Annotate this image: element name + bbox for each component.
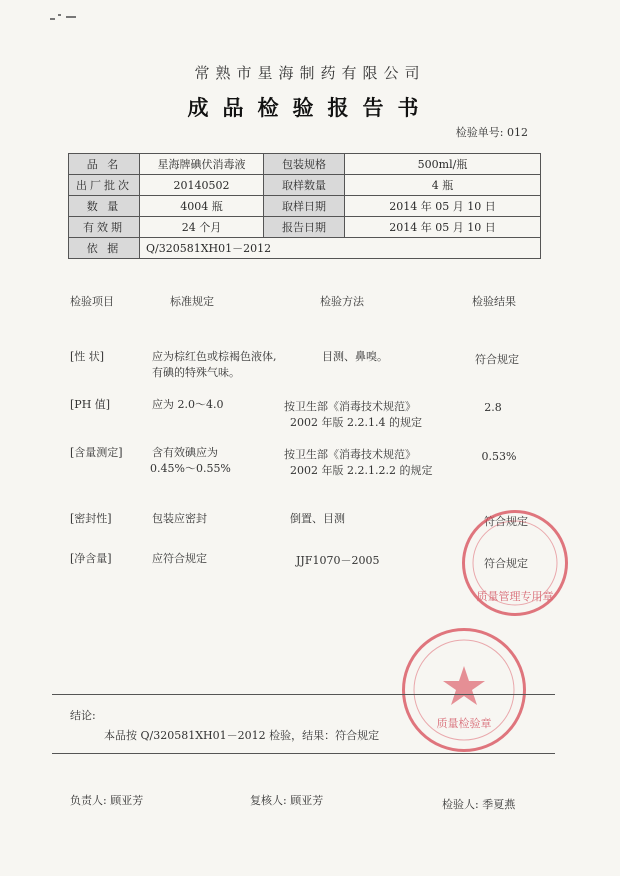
header-result: 检验结果: [472, 295, 516, 308]
batch-value: 20140502: [140, 175, 264, 196]
table-row: [69, 238, 541, 259]
spec-value: 500ml/瓶: [345, 154, 541, 175]
test-result: 符合规定: [484, 557, 528, 570]
company-name: 常熟市星海制药有限公司: [194, 64, 426, 82]
test-item: [密封性]: [70, 512, 112, 525]
test-method-cont: 2002 年版 2.2.1.2.2 的规定: [290, 464, 433, 477]
validity-label: 有效期: [69, 217, 140, 238]
basis-label: 依 据: [69, 238, 140, 259]
test-result: 符合规定: [475, 353, 519, 366]
test-standard: 应符合规定: [152, 552, 207, 565]
quantity-label: 数 量: [69, 196, 140, 217]
product-label: 品 名: [69, 154, 140, 175]
conclusion-text: 本品按 Q/320581XH01－2012 检验，结果：符合规定: [104, 729, 380, 742]
report-date-value: 2014 年 05 月 10 日: [345, 217, 541, 238]
table-row: [69, 175, 541, 196]
validity-value: 24 个月: [140, 217, 264, 238]
header-method: 检验方法: [320, 295, 364, 308]
batch-label: 出厂批次: [69, 175, 140, 196]
sample-date-value: 2014 年 05 月 10 日: [345, 196, 541, 217]
test-method: 倒置、目测: [290, 512, 345, 525]
scan-speck: [66, 16, 76, 18]
product-value: 星海牌碘伏消毒液: [140, 154, 264, 175]
stamp-label: 质量管理专用章: [476, 590, 554, 603]
star-icon: [405, 631, 523, 749]
test-method-cont: 2002 年版 2.2.1.4 的规定: [290, 416, 422, 429]
inspector-signature: 检验人: 季夏燕: [442, 798, 516, 811]
reviewer-signature: 复核人: 顾亚芳: [250, 794, 324, 807]
scan-speck: [50, 18, 55, 20]
sample-qty-value: 4 瓶: [345, 175, 541, 196]
test-item: [净含量]: [70, 552, 112, 565]
test-method: 目测、鼻嗅。: [322, 350, 388, 363]
test-result: 0.53%: [481, 450, 517, 463]
test-standard: 含有效碘应为: [152, 446, 218, 459]
test-method: 按卫生部《消毒技术规范》: [284, 400, 416, 413]
product-info-table: [68, 153, 541, 259]
test-result: 符合规定: [484, 515, 528, 528]
quantity-value: 4004 瓶: [140, 196, 264, 217]
test-standard-cont: 有碘的特殊气味。: [152, 366, 240, 379]
conclusion-label: 结论:: [70, 709, 96, 722]
test-item: [含量测定]: [70, 446, 123, 459]
header-item: 检验项目: [70, 295, 114, 308]
table-row: [69, 217, 541, 238]
table-row: [69, 196, 541, 217]
header-standard: 标准规定: [170, 295, 214, 308]
inspection-stamp: [402, 628, 526, 752]
test-standard-cont: 0.45%～0.55%: [150, 462, 231, 475]
responsible-signature: 负责人: 顾亚芳: [70, 794, 144, 807]
test-method: JJF1070－2005: [296, 554, 380, 567]
test-result: 2.8: [484, 401, 502, 414]
test-standard: 应为棕红色或棕褐色液体,: [152, 350, 277, 363]
scan-speck: [58, 14, 61, 16]
test-standard: 应为 2.0～4.0: [152, 398, 224, 411]
test-method: 按卫生部《消毒技术规范》: [284, 448, 416, 461]
stamp-label: 质量检验章: [436, 717, 492, 730]
report-date-label: 报告日期: [264, 217, 345, 238]
test-item: [性 状]: [70, 350, 105, 363]
conclusion-divider-bottom: [52, 753, 555, 754]
spec-label: 包装规格: [264, 154, 345, 175]
conclusion-divider-top: [52, 694, 555, 695]
sample-date-label: 取样日期: [264, 196, 345, 217]
test-standard: 包装应密封: [152, 512, 207, 525]
test-item: [PH 值]: [70, 398, 111, 411]
report-number: 检验单号: 012: [455, 126, 528, 139]
sample-qty-label: 取样数量: [264, 175, 345, 196]
quality-management-stamp: [462, 510, 568, 616]
report-title: 成品检验报告书: [187, 95, 433, 120]
basis-value: Q/320581XH01－2012: [140, 238, 541, 259]
table-row: [69, 154, 541, 175]
